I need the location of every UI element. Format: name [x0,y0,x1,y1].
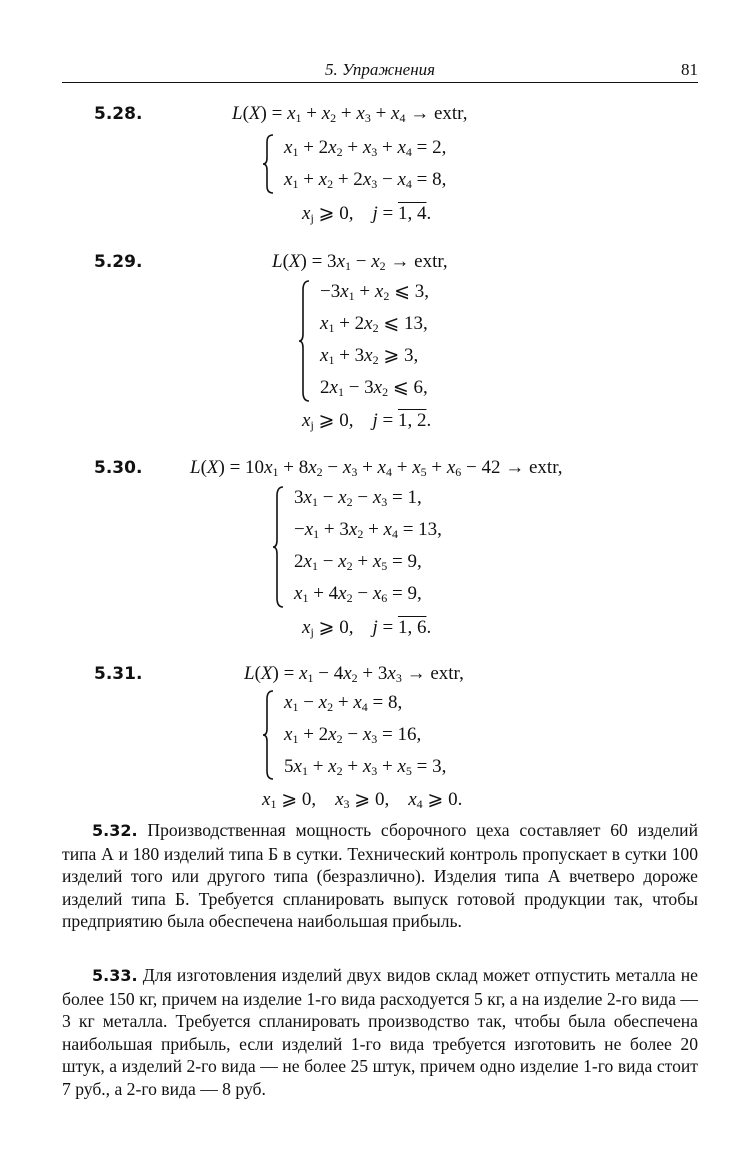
objective-function: $L(X) = x_1 - 4x_2 + 3x_3$ → extr, [244,663,464,685]
exercise-number: 5.30. [94,458,143,478]
constraint: $-3x_1 + x_2$ ⩽ 3, [320,281,429,303]
nonnegativity-condition: $x_1$ ⩾ 0, $x_3$ ⩾ 0, $x_4$ ⩾ 0. [262,789,463,811]
constraint: $3x_1 - x_2 - x_3 = 1$, [294,487,422,509]
nonnegativity-condition: $x_j$ ⩾ 0, j = 1, 6. [302,617,432,639]
constraint: $5x_1 + x_2 + x_3 + x_5 = 3$, [284,756,447,778]
constraint: $-x_1 + 3x_2 + x_4 = 13$, [294,519,442,541]
system-brace [262,134,274,194]
nonnegativity-condition: $x_j$ ⩾ 0, j = 1, 4. [302,203,432,225]
constraint: $x_1 + 4x_2 - x_6 = 9$, [294,583,422,605]
system-brace [272,486,284,608]
problem-paragraph [62,819,698,933]
problem-number: 5.32. [92,821,138,840]
objective-function: $L(X) = 3x_1 - x_2$ → extr, [272,251,448,273]
constraint: $x_1 + x_2 + 2x_3 - x_4 = 8$, [284,169,447,191]
page-number: 81 [681,60,698,79]
constraint: $x_1 + 2x_2$ ⩽ 13, [320,313,428,335]
problem-number: 5.33. [92,966,138,985]
system-brace [298,280,310,402]
problem-text: Для изготовления изделий двух видов склад может отпустить металла не более 150 кг, причем на изделие 1-го вида расходуется 5 кг, а на изделие 2-го вида — 3 кг металла. Требуется спланировать производство так, чтобы была обеспечена наибольшая прибыль, если изделий 1-го вида требуется изготовить не более 20 штук, а изделий 2-го вида — не более 25 штук, причем одно изделие 1-го вида стоит 7 руб., а 2-го вида — 8 руб. [62,965,698,1099]
running-head [62,58,698,83]
exercise-number: 5.29. [94,252,143,272]
system-brace [262,690,274,780]
exercise-number: 5.31. [94,664,143,684]
constraint: $x_1 + 2x_2 + x_3 + x_4 = 2$, [284,137,447,159]
exercise-number: 5.28. [94,104,143,124]
problem-text: Производственная мощность сборочного цеха составляет 60 изделий типа А и 180 изделий типа Б в сутки. Технический контроль пропускает в сутки 100 изделий того или другого типа (безразлично). Изделия типа А вчетверо дороже изделий типа Б. Требуется спланировать выпуск готовой продукции так, чтобы предприятию была обеспечена наибольшая прибыль. [62,820,699,932]
nonnegativity-condition: $x_j$ ⩾ 0, j = 1, 2. [302,410,432,432]
constraint: $x_1 + 3x_2$ ⩾ 3, [320,345,419,367]
objective-function: $L(X) = 10x_1 + 8x_2 - x_3 + x_4 + x_5 + x_6 - 42$ → extr, [190,457,563,479]
objective-function: $L(X) = x_1 + x_2 + x_3 + x_4$ → extr, [232,103,468,125]
constraint: $2x_1 - x_2 + x_5 = 9$, [294,551,422,573]
constraint: $x_1 - x_2 + x_4 = 8$, [284,692,403,714]
constraint: $2x_1 - 3x_2$ ⩽ 6, [320,377,428,399]
section-title: 5. Упражнения [324,60,436,79]
problem-paragraph [62,964,698,1101]
constraint: $x_1 + 2x_2 - x_3 = 16$, [284,724,422,746]
